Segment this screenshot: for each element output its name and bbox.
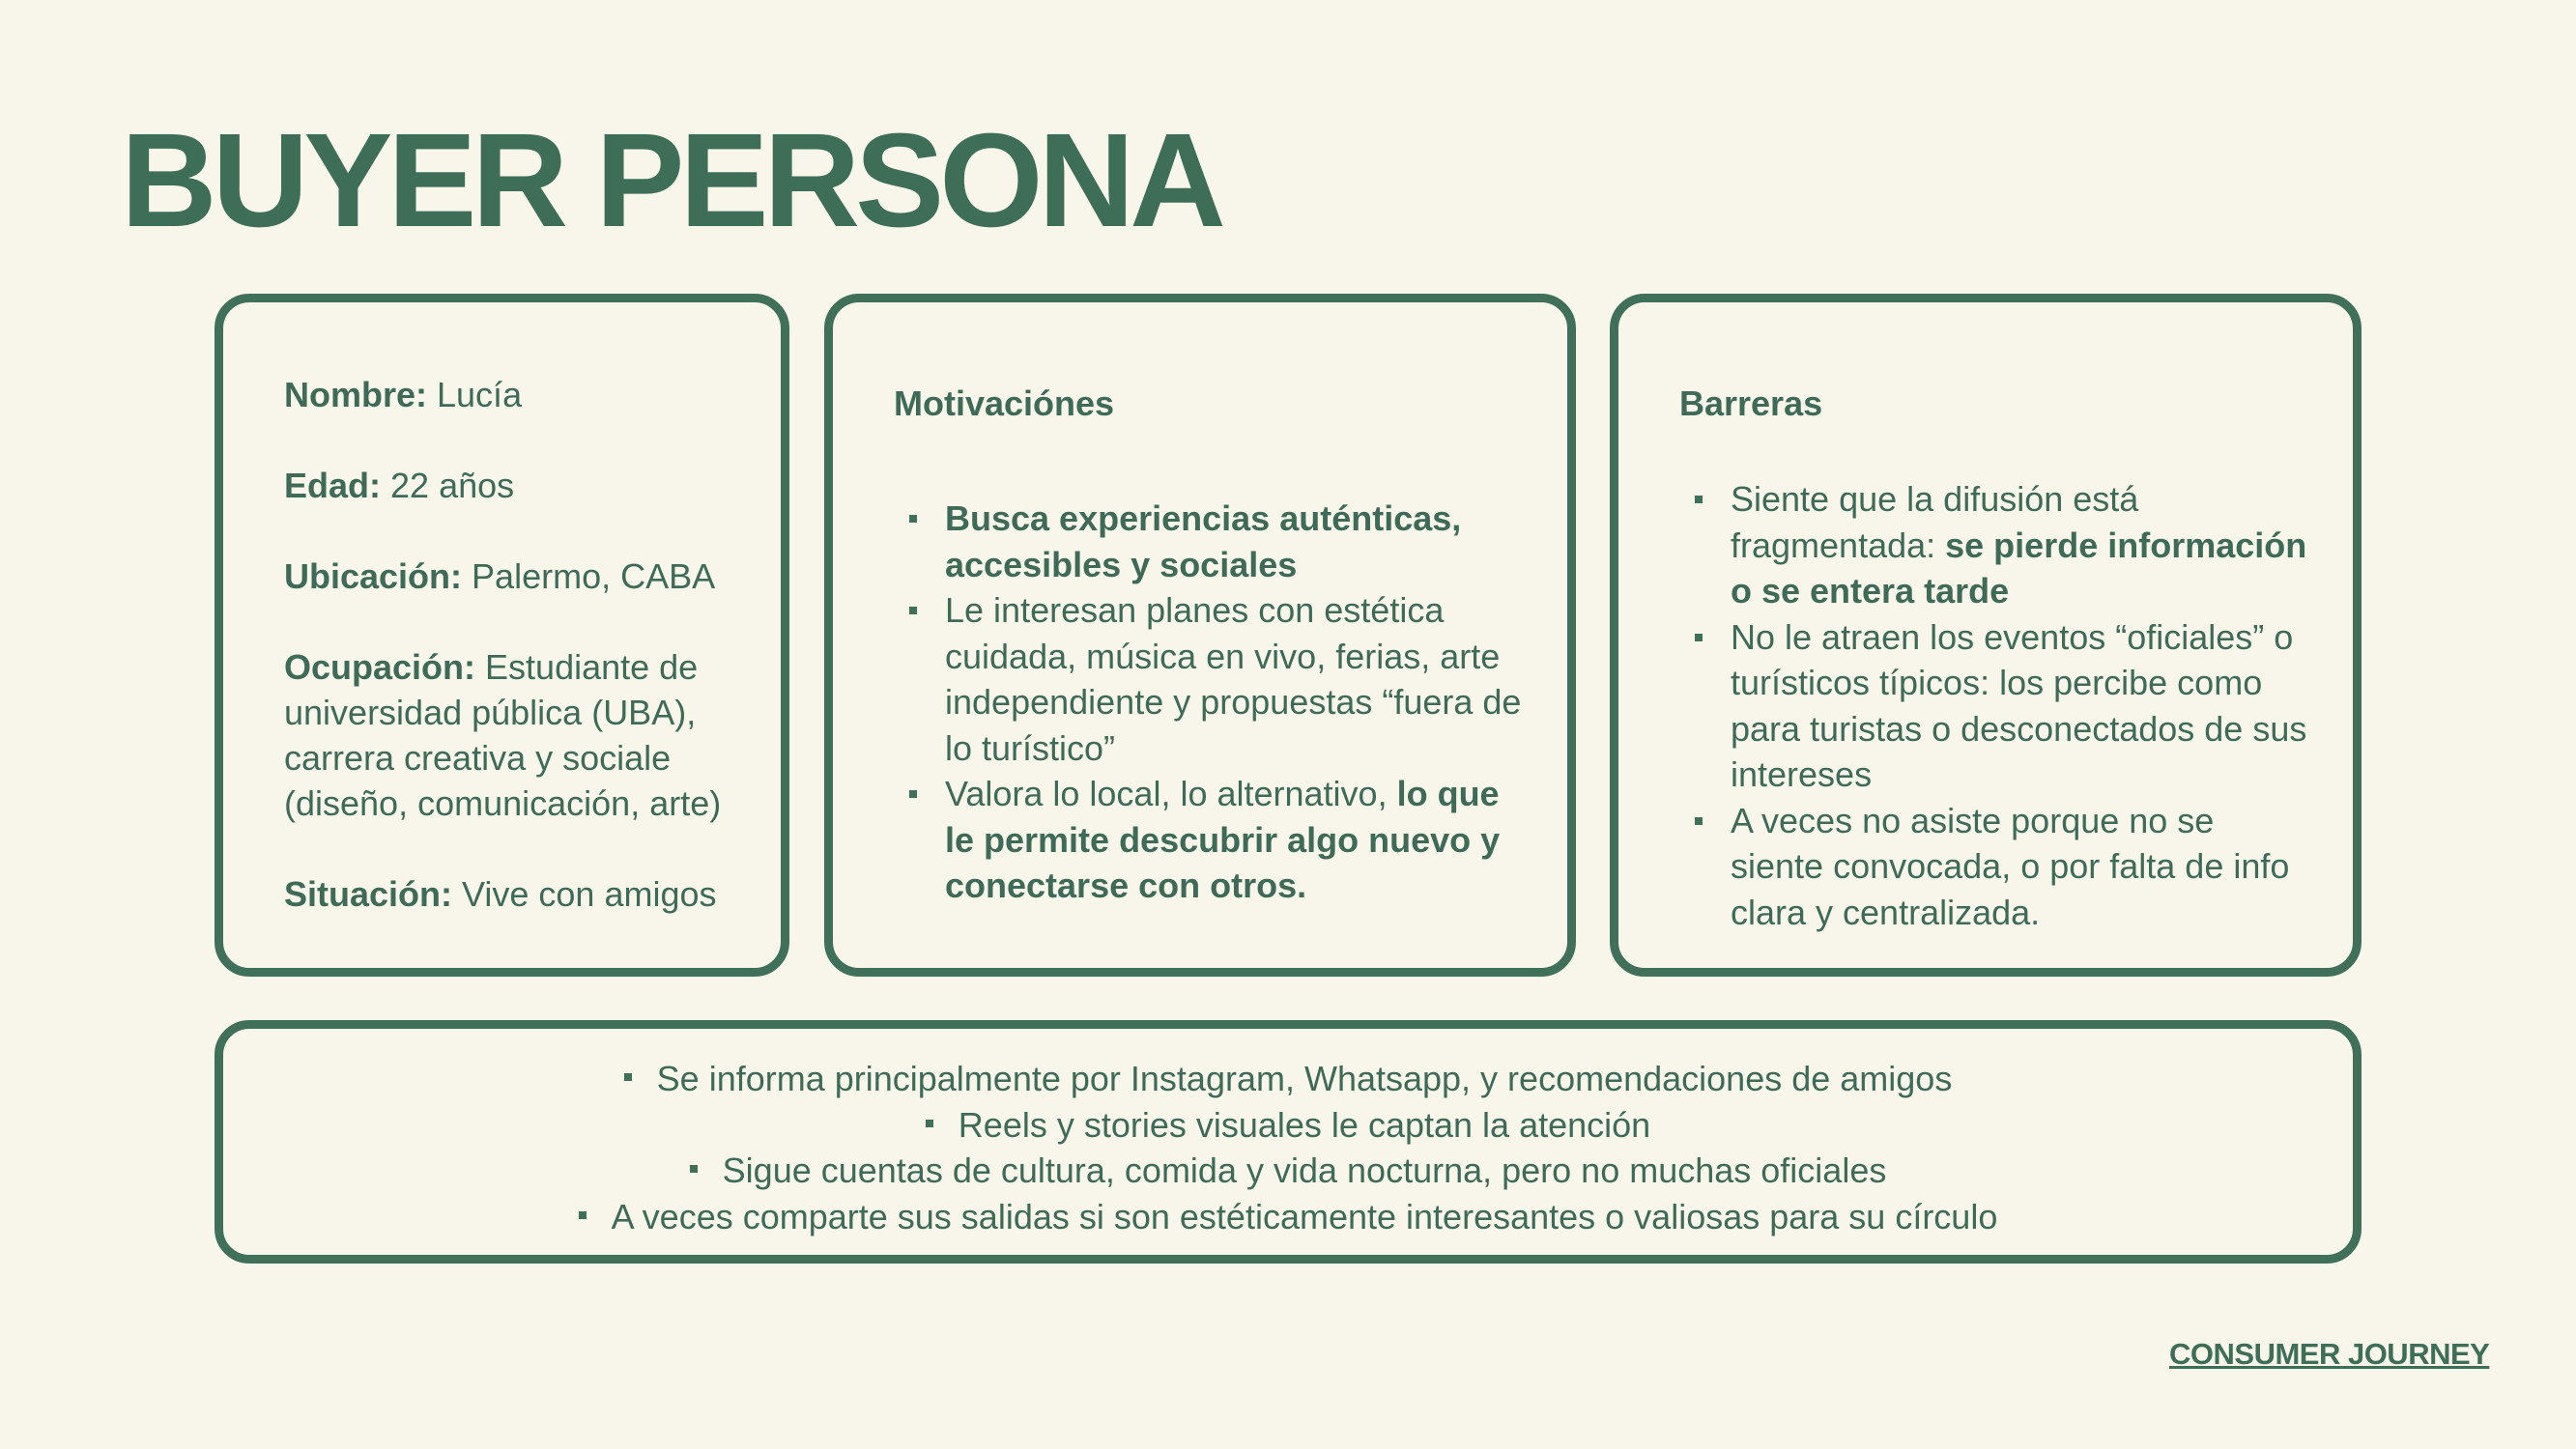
bullet-icon [579, 1211, 587, 1219]
profile-age-value: 22 años [381, 466, 515, 505]
profile-location-label: Ubicación: [284, 556, 463, 596]
motivation-item-bold: lo que le permite descubrir algo nuevo y conectarse con otros. [945, 774, 1501, 905]
profile-age-label: Edad: [284, 466, 382, 505]
profile-occupation-value: Estudiante de universidad pública (UBA), carrera creativa y sociale (diseño, comunicación, arte) [284, 647, 722, 823]
habit-item-text: Sigue cuentas de cultura, comida y vida nocturna, pero no muchas oficiales [722, 1151, 1887, 1190]
profile-situation-label: Situación: [284, 874, 453, 914]
profile-name-value: Lucía [427, 375, 523, 414]
motivations-list [894, 496, 1522, 909]
motivation-item-text: Valora lo local, lo alternativo, [945, 774, 1397, 813]
barrier-item-text: Siente que la difusión está fragmentada: [1731, 479, 2139, 565]
bullet-icon [690, 1165, 698, 1173]
profile-location-value: Palermo, CABA [462, 556, 716, 596]
profile-name [284, 372, 767, 417]
motivation-item-text: Le interesan planes con estética cuidada, música en vivo, ferias, arte independiente y propuestas “fuera de lo turístico” [945, 590, 1522, 768]
profile-location [284, 554, 767, 599]
habit-item-text: A veces comparte sus salidas si son estéticamente interesantes o valiosas para su círculo [611, 1196, 1998, 1236]
barrier-item [1679, 476, 2307, 614]
consumer-journey-link[interactable]: CONSUMER JOURNEY [2169, 1337, 2490, 1371]
profile-situation [284, 871, 767, 917]
bullet-icon [926, 1120, 933, 1127]
habit-item-text: Reels y stories visuales le captan la atención [958, 1104, 1651, 1145]
barrier-item-text: A veces no asiste porque no se siente convocada, o por falta de info clara y centralizada. [1731, 800, 2290, 932]
motivation-item [894, 496, 1522, 587]
bullet-icon [624, 1073, 632, 1081]
barrier-item [1679, 798, 2307, 936]
motivation-item-bold: Busca experiencias auténticas, accesibles y sociales [945, 498, 1462, 584]
motivations-heading: Motivaciónes [894, 384, 1115, 423]
barrier-item [1679, 614, 2307, 798]
motivations-card [824, 294, 1576, 977]
habits-list [223, 1056, 2353, 1239]
profile-occupation-label: Ocupación: [284, 647, 476, 687]
profile-age [284, 463, 767, 508]
motivation-item [894, 771, 1522, 909]
habit-item [223, 1194, 2353, 1240]
barriers-list [1679, 476, 2307, 935]
habit-item-text: Se informa principalmente por Instagram, Whatsapp, y recomendaciones de amigos [656, 1059, 1953, 1098]
motivation-item [894, 587, 1522, 771]
barriers-card [1610, 294, 2361, 977]
profile-situation-value: Vive con amigos [452, 874, 717, 914]
habits-card [215, 1020, 2361, 1264]
profile-card [215, 294, 789, 977]
profile-list [284, 372, 767, 917]
barrier-item-bold: se pierde información o se entera tarde [1731, 525, 2307, 611]
barrier-item-text: No le atraen los eventos “oficiales” o turísticos típicos: los percibe como para turistas o desconectados de sus intereses [1731, 616, 2307, 794]
profile-occupation [284, 644, 767, 826]
habit-item [223, 1148, 2353, 1194]
habit-item [223, 1056, 2353, 1102]
profile-name-label: Nombre: [284, 375, 428, 414]
page-title: BUYER PERSONA [121, 106, 1221, 255]
habit-item [223, 1102, 2353, 1149]
barriers-heading: Barreras [1679, 384, 1823, 423]
